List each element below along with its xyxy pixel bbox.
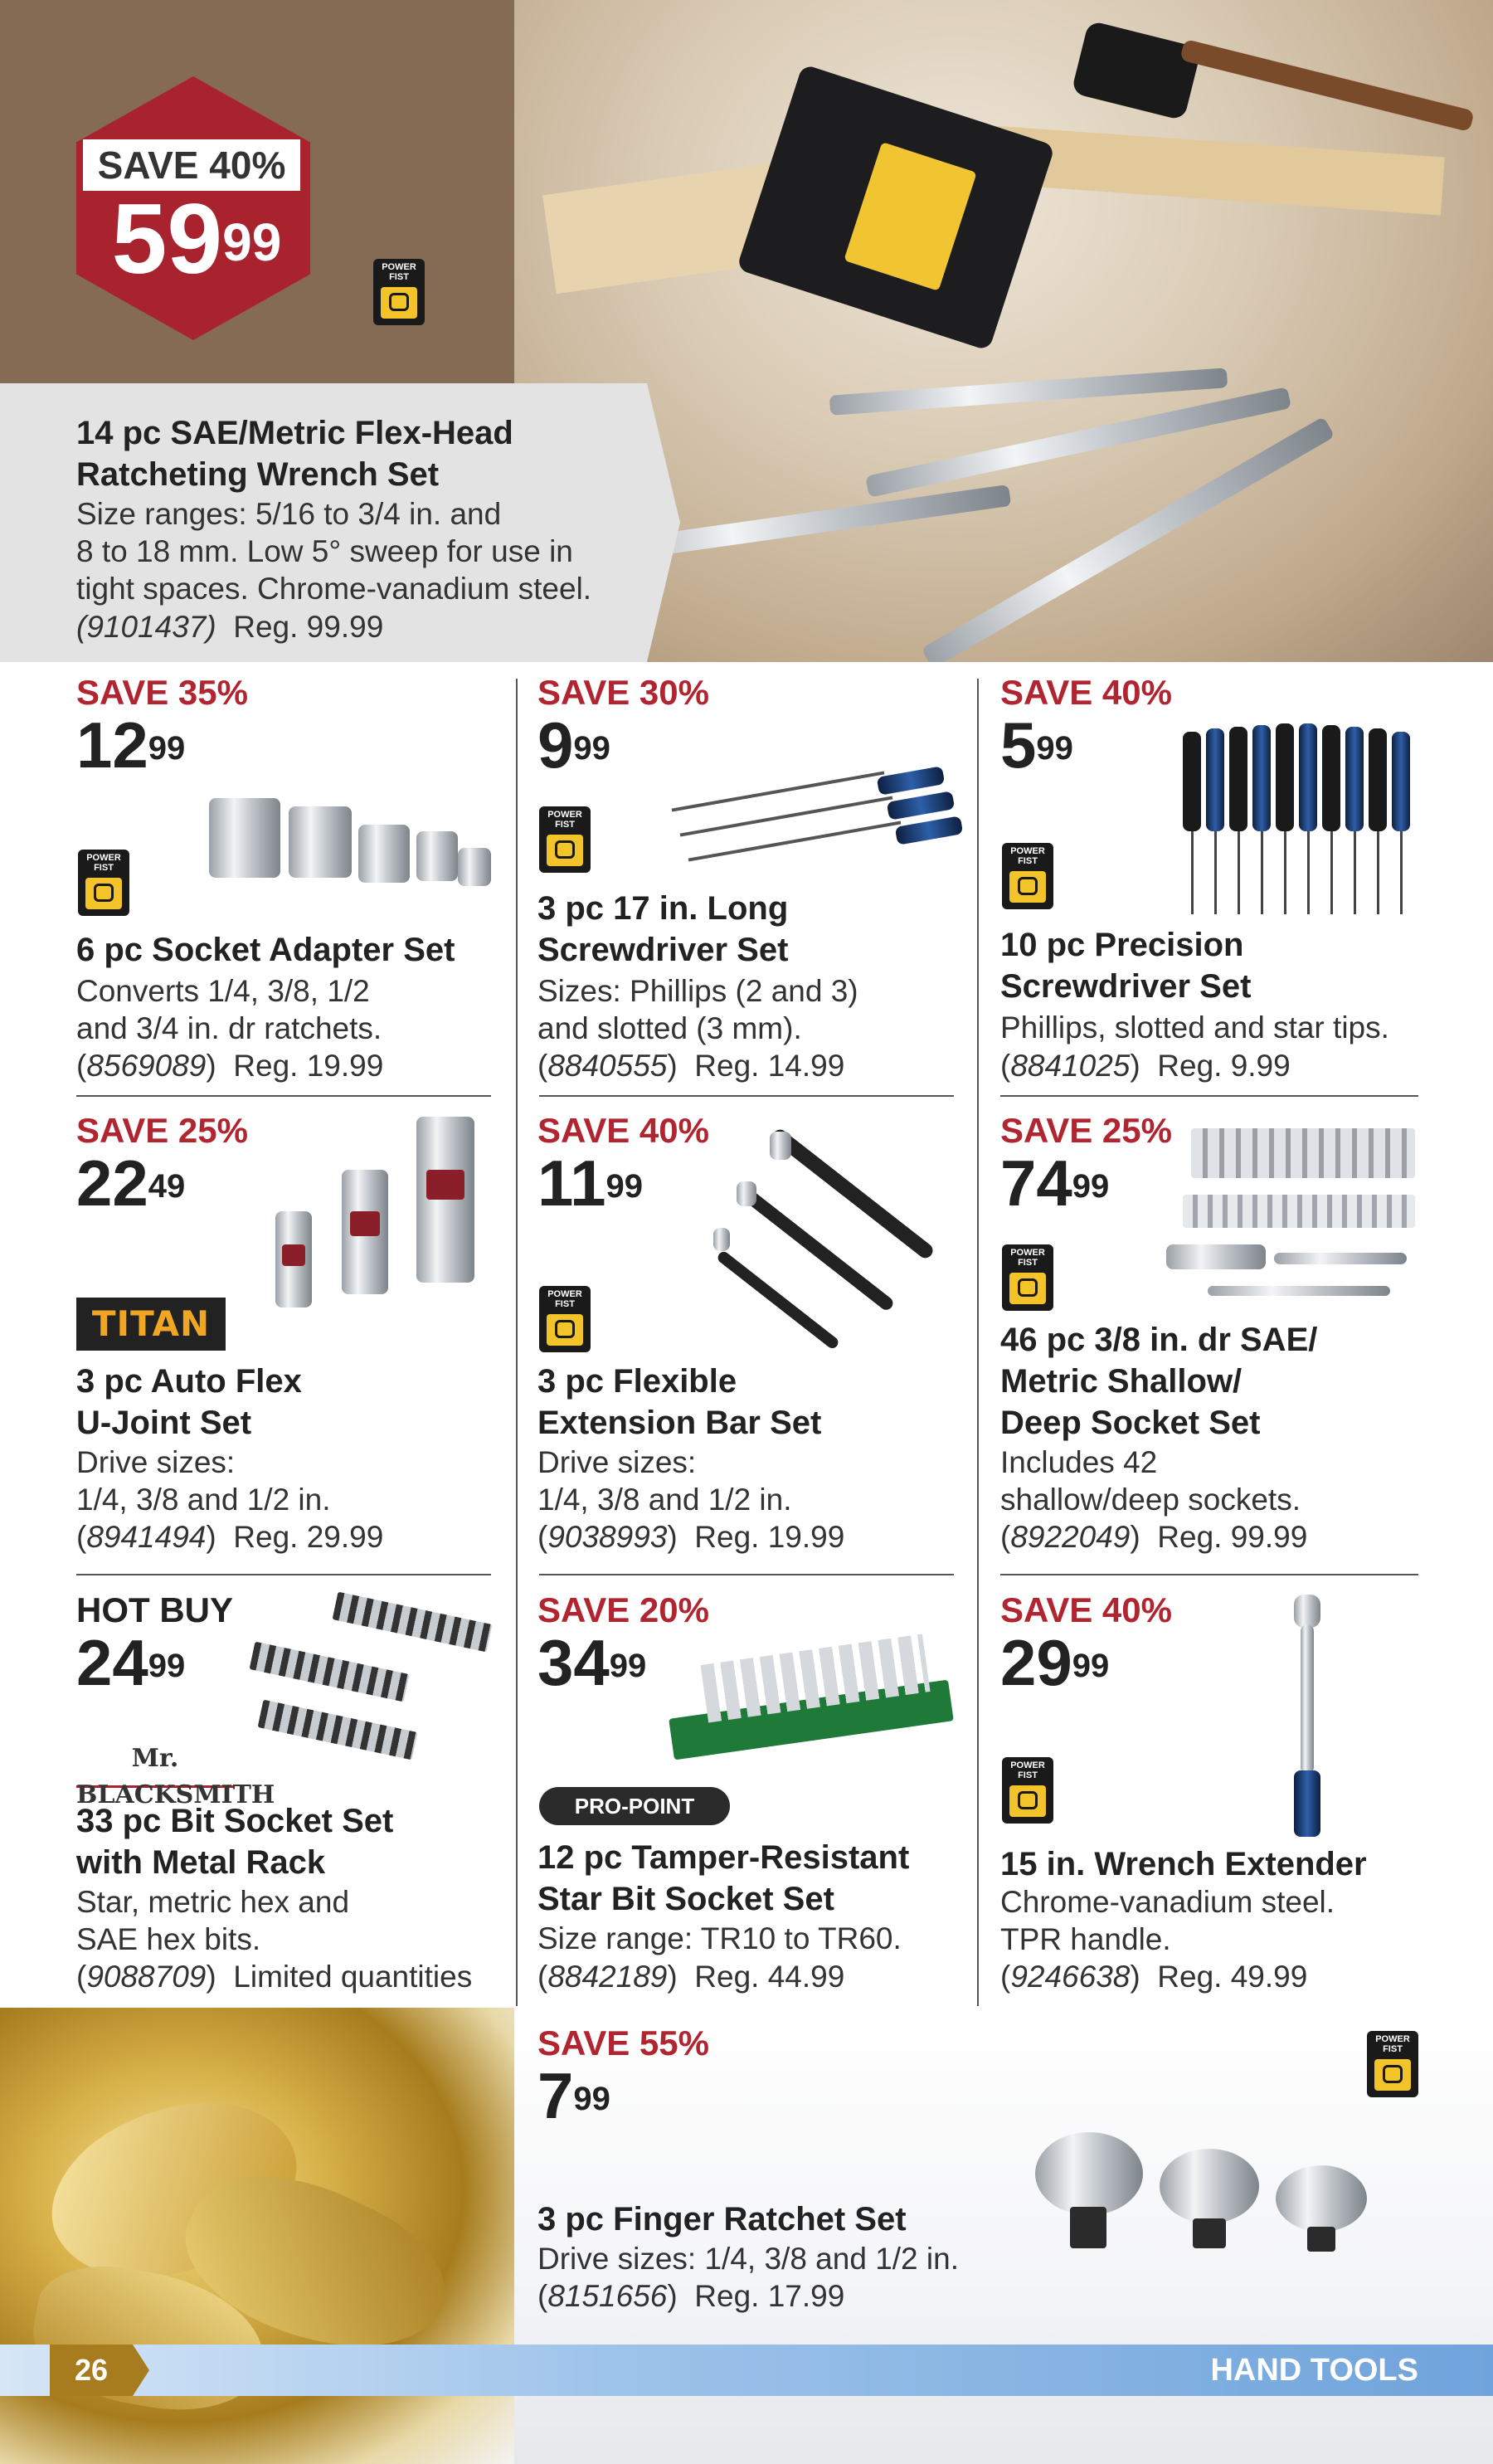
sku-line: (8151656) Reg. 17.99 xyxy=(537,2279,845,2313)
section-title: HAND TOOLS xyxy=(1210,2353,1418,2388)
product-description: Star, metric hex and SAE hex bits. xyxy=(76,1885,350,1956)
sku-line: (8840555) Reg. 14.99 xyxy=(537,1049,845,1083)
product-description: Sizes: Phillips (2 and 3) and slotted (3 mm). xyxy=(537,974,858,1045)
price: $11^{99}$ xyxy=(537,1147,643,1220)
row-divider xyxy=(539,1574,954,1575)
product-title: 46 pc 3/8 in. dr SAE/ Metric Shallow/ Deep Socket Set xyxy=(1000,1322,1318,1441)
hammer-handle xyxy=(1179,39,1475,132)
extension-bar-picture xyxy=(703,1120,969,1336)
save-label: SAVE 40% xyxy=(1000,1590,1172,1629)
tamper-bit-picture xyxy=(670,1649,969,1765)
save-label: SAVE 20% xyxy=(537,1590,709,1629)
hammer-head xyxy=(1071,20,1202,120)
bit-socket-picture xyxy=(250,1608,499,1774)
product-title: 3 pc Flexible Extension Bar Set xyxy=(537,1363,822,1441)
page-number-arrow xyxy=(133,2345,149,2396)
row-divider xyxy=(76,1574,491,1575)
row-divider xyxy=(1000,1095,1418,1097)
save-label: SAVE 40% xyxy=(1000,673,1172,712)
product-u-joint-set xyxy=(76,1112,499,1568)
product-description: Drive sizes: 1/4, 3/8 and 1/2 in. xyxy=(537,1445,792,1517)
product-finger-ratchet-set xyxy=(537,2024,1425,2340)
save-label: SAVE 40% xyxy=(537,1111,709,1150)
pro-point-logo: PRO-POINT xyxy=(539,1787,730,1825)
price: $34^{99}$ xyxy=(537,1626,647,1699)
hot-buy-label: HOT BUY xyxy=(76,1590,233,1629)
hero-description: Size ranges: 5/16 to 3/4 in. and 8 to 18 mm. Low 5° sweep for use in tight spaces. Chrome-vanadium steel. xyxy=(76,497,592,606)
product-title: 15 in. Wrench Extender xyxy=(1000,1846,1367,1882)
product-title: 10 pc Precision Screwdriver Set xyxy=(1000,927,1252,1005)
sku-line: (8841025) Reg. 9.99 xyxy=(1000,1049,1291,1083)
save-label: SAVE 55% xyxy=(537,2023,709,2062)
wrench-case xyxy=(737,64,1056,351)
product-description: Includes 42 shallow/deep sockets. xyxy=(1000,1445,1301,1517)
price: $22^{49}$ xyxy=(76,1147,186,1220)
sku-line: (8941494) Reg. 29.99 xyxy=(76,1520,384,1554)
page-number: 26 xyxy=(74,2353,109,2387)
product-46pc-socket-set xyxy=(1000,1112,1423,1568)
product-description: Chrome-vanadium steel. TPR handle. xyxy=(1000,1885,1335,1956)
price: $74^{99}$ xyxy=(1000,1147,1110,1220)
sku-line: (9088709) Limited quantities xyxy=(76,1960,473,1994)
sku-line: (8569089) Reg. 19.99 xyxy=(76,1049,384,1083)
hero-price: $59^{99}$ xyxy=(111,183,282,295)
product-description: Drive sizes: 1/4, 3/8 and 1/2 in. xyxy=(76,1445,331,1517)
power-fist-logo: POWER FIST xyxy=(1002,1757,1053,1824)
sku-line: (9038993) Reg. 19.99 xyxy=(537,1520,845,1554)
sku-line: (8922049) Reg. 99.99 xyxy=(1000,1520,1308,1554)
product-bit-socket-set xyxy=(76,1591,499,2006)
titan-logo: TITAN xyxy=(76,1298,226,1351)
u-joint-picture xyxy=(275,1112,499,1311)
product-description: Size range: TR10 to TR60. xyxy=(537,1921,902,1955)
product-socket-adapter-set xyxy=(76,674,499,1088)
wrench-extender-picture xyxy=(1282,1595,1332,1843)
power-fist-logo: POWER FIST xyxy=(373,259,425,325)
save-label: SAVE 25% xyxy=(76,1111,248,1150)
hero-title: 14 pc SAE/Metric Flex-Head Ratcheting Wrench Set xyxy=(76,415,513,493)
price: $29^{99}$ xyxy=(1000,1626,1110,1699)
price: $9^{99}$ xyxy=(537,709,610,782)
product-long-screwdriver-set xyxy=(537,674,969,1088)
column-divider xyxy=(516,679,518,2006)
precision-screwdriver-picture xyxy=(1183,723,1423,923)
wrench xyxy=(829,368,1228,415)
mr-blacksmith-logo: Mr. BLACKSMITH xyxy=(76,1741,234,1788)
product-description: Phillips, slotted and star tips. xyxy=(1000,1010,1389,1045)
screwdriver-picture xyxy=(670,757,969,864)
save-label: SAVE 35% xyxy=(76,673,248,712)
socket-adapter-picture xyxy=(209,790,491,898)
power-fist-logo: POWER FIST xyxy=(539,806,591,873)
product-title: 6 pc Socket Adapter Set xyxy=(76,932,455,968)
product-title: 3 pc Auto Flex U-Joint Set xyxy=(76,1363,302,1441)
price: $5^{99}$ xyxy=(1000,709,1073,782)
product-extension-bar-set xyxy=(537,1112,969,1568)
product-title: 3 pc Finger Ratchet Set xyxy=(537,2201,907,2238)
power-fist-logo: POWER FIST xyxy=(1002,843,1053,909)
price: $7^{99}$ xyxy=(537,2059,610,2132)
power-fist-logo: POWER FIST xyxy=(1002,1244,1053,1311)
hero-sku-line: (9101437) Reg. 99.99 xyxy=(76,610,384,644)
power-fist-logo: POWER FIST xyxy=(1367,2031,1418,2097)
product-title: 12 pc Tamper-Resistant Star Bit Socket Set xyxy=(537,1839,910,1917)
save-label: SAVE 30% xyxy=(537,673,709,712)
product-precision-screwdriver-set xyxy=(1000,674,1423,1088)
column-divider xyxy=(977,679,979,2006)
sku-line: (8842189) Reg. 44.99 xyxy=(537,1960,845,1994)
sku-line: (9246638) Reg. 49.99 xyxy=(1000,1960,1308,1994)
product-title: 33 pc Bit Socket Set with Metal Rack xyxy=(76,1803,394,1881)
socket-set-picture xyxy=(1166,1128,1423,1311)
row-divider xyxy=(539,1095,954,1097)
product-description: Drive sizes: 1/4, 3/8 and 1/2 in. xyxy=(537,2242,959,2276)
price: $12^{99}$ xyxy=(76,709,186,782)
price: $24^{99}$ xyxy=(76,1626,186,1699)
save-label: SAVE 25% xyxy=(1000,1111,1172,1150)
power-fist-logo: POWER FIST xyxy=(78,850,129,916)
row-divider xyxy=(76,1095,491,1097)
product-tamper-resistant-bit-set xyxy=(537,1591,969,2006)
product-description: Converts 1/4, 3/8, 1/2 and 3/4 in. dr ratchets. xyxy=(76,974,382,1045)
hero-save-label: SAVE 40% xyxy=(97,144,286,187)
power-fist-logo: POWER FIST xyxy=(539,1286,591,1352)
row-divider xyxy=(1000,1574,1418,1575)
product-title: 3 pc 17 in. Long Screwdriver Set xyxy=(537,890,789,968)
hero-banner xyxy=(0,0,1493,662)
product-wrench-extender xyxy=(1000,1591,1423,2006)
